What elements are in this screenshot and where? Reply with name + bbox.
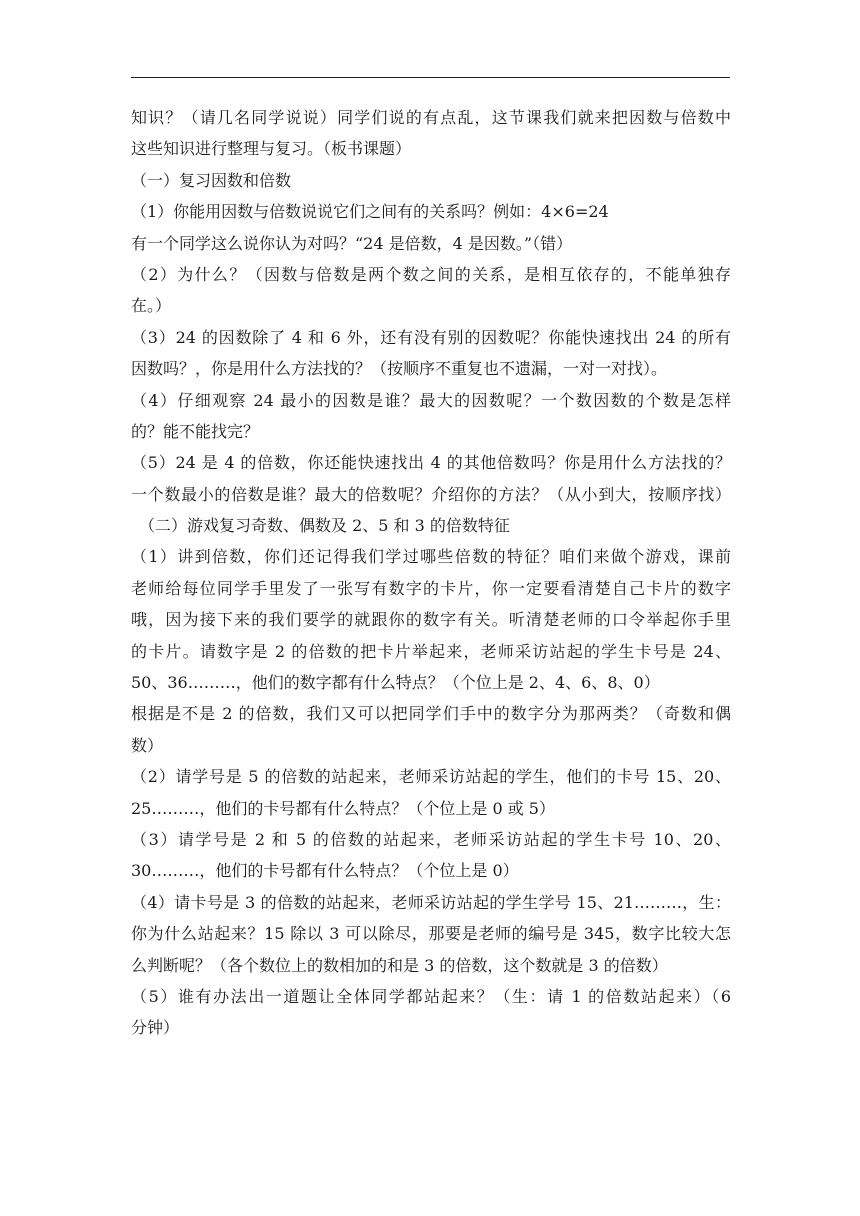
paragraph-line: 么判断呢？（各个数位上的数相加的和是 3 的倍数，这个数就是 3 的倍数） bbox=[131, 955, 668, 975]
paragraph-line: 在。） bbox=[131, 296, 172, 316]
paragraph-line: 50、36………，他们的数字都有什么特点？（个位上是 2、4、6、8、0） bbox=[131, 673, 660, 693]
paragraph-line: 的？能不能找完？ bbox=[131, 421, 260, 441]
paragraph-line: 你为什么站起来？15 除以 3 可以除尽，那要是老师的编号是 345，数字比较大怎 bbox=[131, 924, 731, 944]
paragraph-line: （3）24 的因数除了 4 和 6 外，还有没有别的因数呢？你能快速找出 24 的所有 bbox=[131, 327, 731, 347]
paragraph-line: （5）谁有办法出一道题让全体同学都站起来？（生：请 1 的倍数站起来）（6 bbox=[131, 986, 731, 1006]
paragraph-line: （4）请卡号是 3 的倍数的站起来，老师采访站起的学生学号 15、21………，生： bbox=[131, 892, 731, 912]
paragraph-line: 的卡片。请数字是 2 的倍数的把卡片举起来，老师采访站起的学生卡号是 24、 bbox=[131, 641, 731, 661]
document-body bbox=[131, 102, 731, 1044]
paragraph-line: 数） bbox=[131, 735, 164, 755]
paragraph-line: （2）请学号是 5 的倍数的站起来，老师采访站起的学生，他们的卡号 15、20、 bbox=[131, 767, 731, 787]
paragraph-line: （1）你能用因数与倍数说说它们之间有的关系吗？例如：4×6=24 bbox=[131, 202, 609, 222]
paragraph-line: 因数吗？，你是用什么方法找的？（按顺序不重复也不遗漏，一对一对找）。 bbox=[131, 359, 668, 379]
paragraph-line: 一个数最小的倍数是谁？最大的倍数呢？介绍你的方法？（从小到大，按顺序找） bbox=[131, 484, 731, 504]
paragraph-line: 老师给每位同学手里发了一张写有数字的卡片，你一定要看清楚自己卡片的数字 bbox=[131, 578, 731, 598]
paragraph-line: 25………，他们的卡号都有什么特点？（个位上是 0 或 5） bbox=[131, 798, 555, 818]
paragraph-line: （5）24 是 4 的倍数，你还能快速找出 4 的其他倍数吗？你是用什么方法找的？ bbox=[131, 453, 731, 473]
header-rule bbox=[131, 77, 730, 78]
paragraph-line: 分钟） bbox=[131, 1018, 180, 1038]
paragraph-line: （2）为什么？（因数与倍数是两个数之间的关系，是相互依存的，不能单独存 bbox=[131, 264, 731, 284]
paragraph-line: （1）讲到倍数，你们还记得我们学过哪些倍数的特征？咱们来做个游戏，课前 bbox=[131, 547, 731, 567]
section-heading: （一）复习因数和倍数 bbox=[131, 170, 292, 190]
paragraph-line: 30………，他们的卡号都有什么特点？（个位上是 0） bbox=[131, 861, 519, 881]
paragraph-line: 有一个同学这么说你认为对吗？“24 是倍数，4 是因数。”（错） bbox=[131, 233, 573, 253]
section-heading: （二）游戏复习奇数、偶数及 2、5 和 3 的倍数特征 bbox=[139, 516, 510, 536]
paragraph-line: （3）请学号是 2 和 5 的倍数的站起来，老师采访站起的学生卡号 10、20、 bbox=[131, 829, 731, 849]
paragraph-line: 根据是不是 2 的倍数，我们又可以把同学们手中的数字分为那两类？（奇数和偶 bbox=[131, 704, 731, 724]
paragraph-line: 哦，因为接下来的我们要学的就跟你的数字有关。听清楚老师的口令举起你手里 bbox=[131, 610, 731, 630]
paragraph-line: 这些知识进行整理与复习。（板书课题） bbox=[131, 139, 412, 159]
paragraph-line: 知识？（请几名同学说说）同学们说的有点乱，这节课我们就来把因数与倍数中 bbox=[131, 108, 731, 127]
paragraph-line: （4）仔细观察 24 最小的因数是谁？最大的因数呢？一个数因数的个数是怎样 bbox=[131, 390, 731, 410]
